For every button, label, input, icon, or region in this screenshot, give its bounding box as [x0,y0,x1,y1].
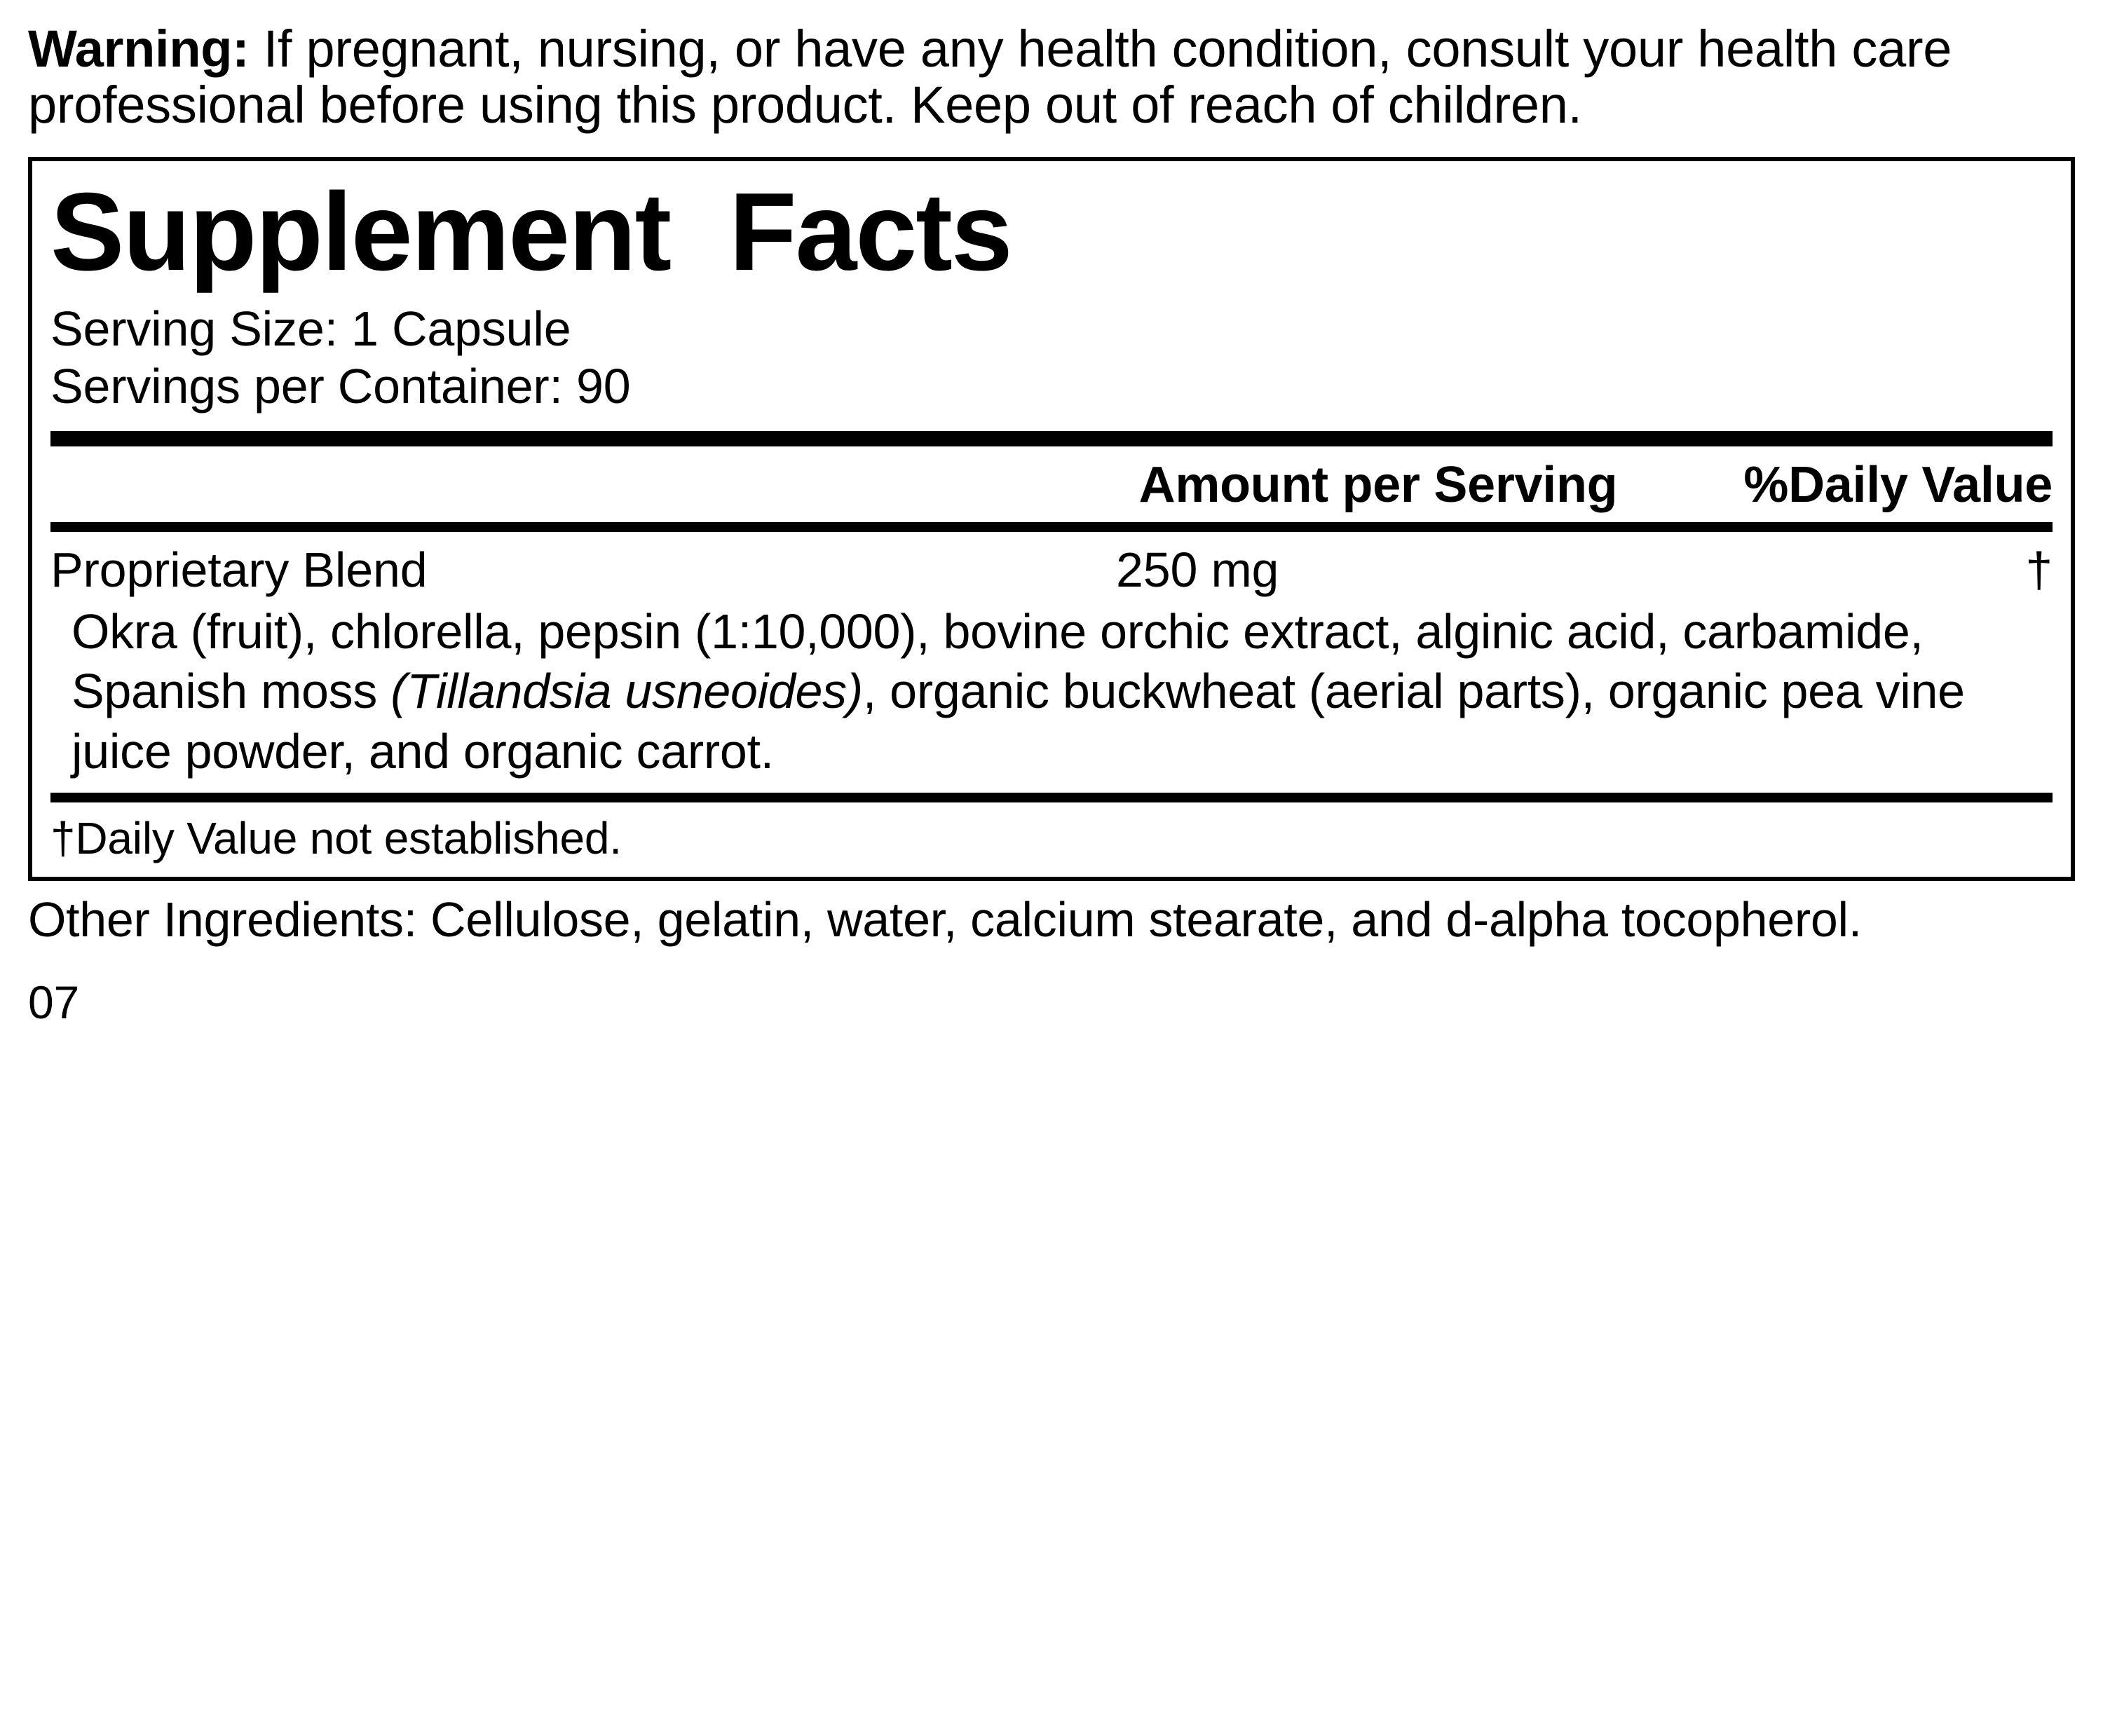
blend-ingredients [50,599,2053,793]
daily-value-footnote: †Daily Value not established. [50,813,622,864]
table-row [50,532,2053,599]
column-header-daily-value: %Daily Value [1743,457,2053,513]
warning-body: If pregnant, nursing, or have any health condition, consult your health care professional before using this product. Keep out of reach of children. [28,20,1952,134]
other-ingredients: Other Ingredients: Cellulose, gelatin, water, calcium stearate, and d-alpha tocopherol. [28,892,1862,948]
row-daily-value: † [2025,542,2053,597]
panel-title: Supplement Facts [50,170,1012,294]
row-name: Proprietary Blend [50,542,428,597]
warning-label: Warning: [28,20,250,78]
divider-medium-bottom [50,793,2053,802]
servings-per-container: Servings per Container: 90 [50,359,631,414]
ingredients-part-1: Okra (fruit), chlorella, pepsin (1:10,000), bovine orchic extract, alginic acid, carbamide, Spanish moss [72,604,1924,719]
divider-thick-top [50,431,2053,446]
supplement-facts-panel [28,157,2075,881]
warning-text [28,21,2033,133]
serving-size: Serving Size: 1 Capsule [50,301,571,356]
label-code: 07 [28,976,80,1028]
row-amount: 250 mg [1116,542,1279,597]
column-header-amount: Amount per Serving [1138,457,1618,513]
ingredients-botanical-name: (Tillandsia usneoides) [390,664,863,719]
ingredients-part-2: , organic buckwheat (aerial parts), organic pea vine juice powder, and organic carrot. [72,664,1965,779]
divider-medium [50,522,2053,532]
column-headers [50,446,2053,522]
